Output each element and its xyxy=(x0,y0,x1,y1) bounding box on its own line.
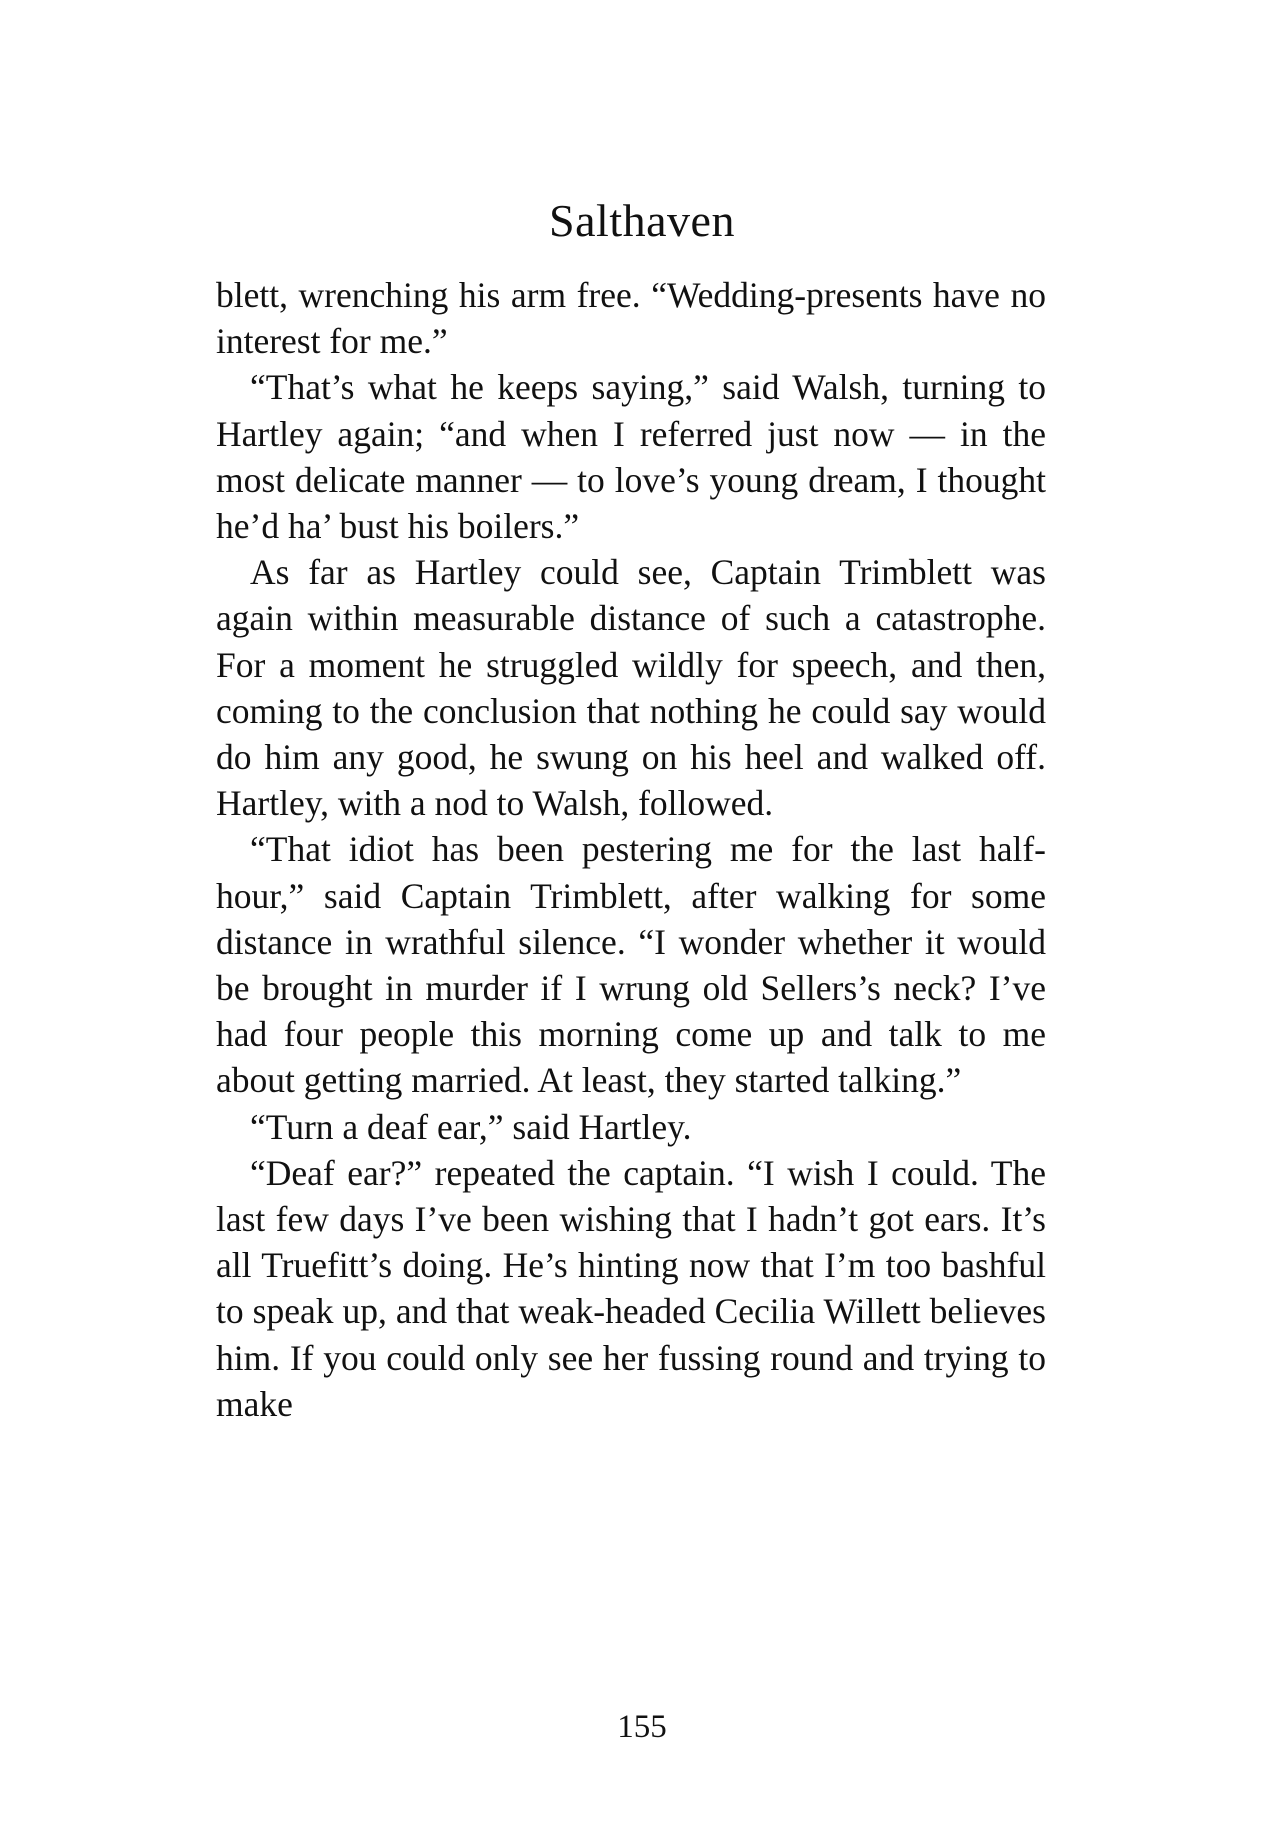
paragraph-4: “That idiot has been pestering me for the last half-hour,” said Captain Trimblett, after walking for some distance in wrathful silence. “I wonder whether it would be brought in murder if I wrung old Sellers’s neck? I’ve had four people this morning come up and talk to me about getting married. At least, they started talking.” xyxy=(216,829,1046,1101)
paragraph-1: blett, wrenching his arm free. “Wedding-presents have no interest for me.” xyxy=(216,275,1046,362)
paragraph-3: As far as Hartley could see, Captain Trimblett was again within measurable distance of such a catastrophe. For a moment he struggled wildly for speech, and then, coming to the conclusion that nothing he could say would do him any good, he swung on his heel and walked off. Hartley, with a nod to Walsh, followed. xyxy=(216,552,1046,824)
running-head: Salthaven xyxy=(549,195,735,246)
paragraph-5: “Turn a deaf ear,” said Hartley. xyxy=(250,1106,692,1147)
page-number: 155 xyxy=(617,1709,667,1745)
paragraph-6: “Deaf ear?” repeated the captain. “I wish I could. The last few days I’ve been wishing that I hadn’t got ears. It’s all Truefitt’s doing. He’s hinting now that I’m too bashful to speak up, and that weak-headed Cecilia Willett believes him. If you could only see her fussing round and trying to make xyxy=(216,1152,1046,1424)
paragraph-2: “That’s what he keeps saying,” said Walsh, turning to Hartley again; “and when I referred just now — in the most delicate manner — to love’s young dream, I thought he’d ha’ bust his boilers.” xyxy=(216,367,1046,547)
body-text xyxy=(216,272,1046,1427)
